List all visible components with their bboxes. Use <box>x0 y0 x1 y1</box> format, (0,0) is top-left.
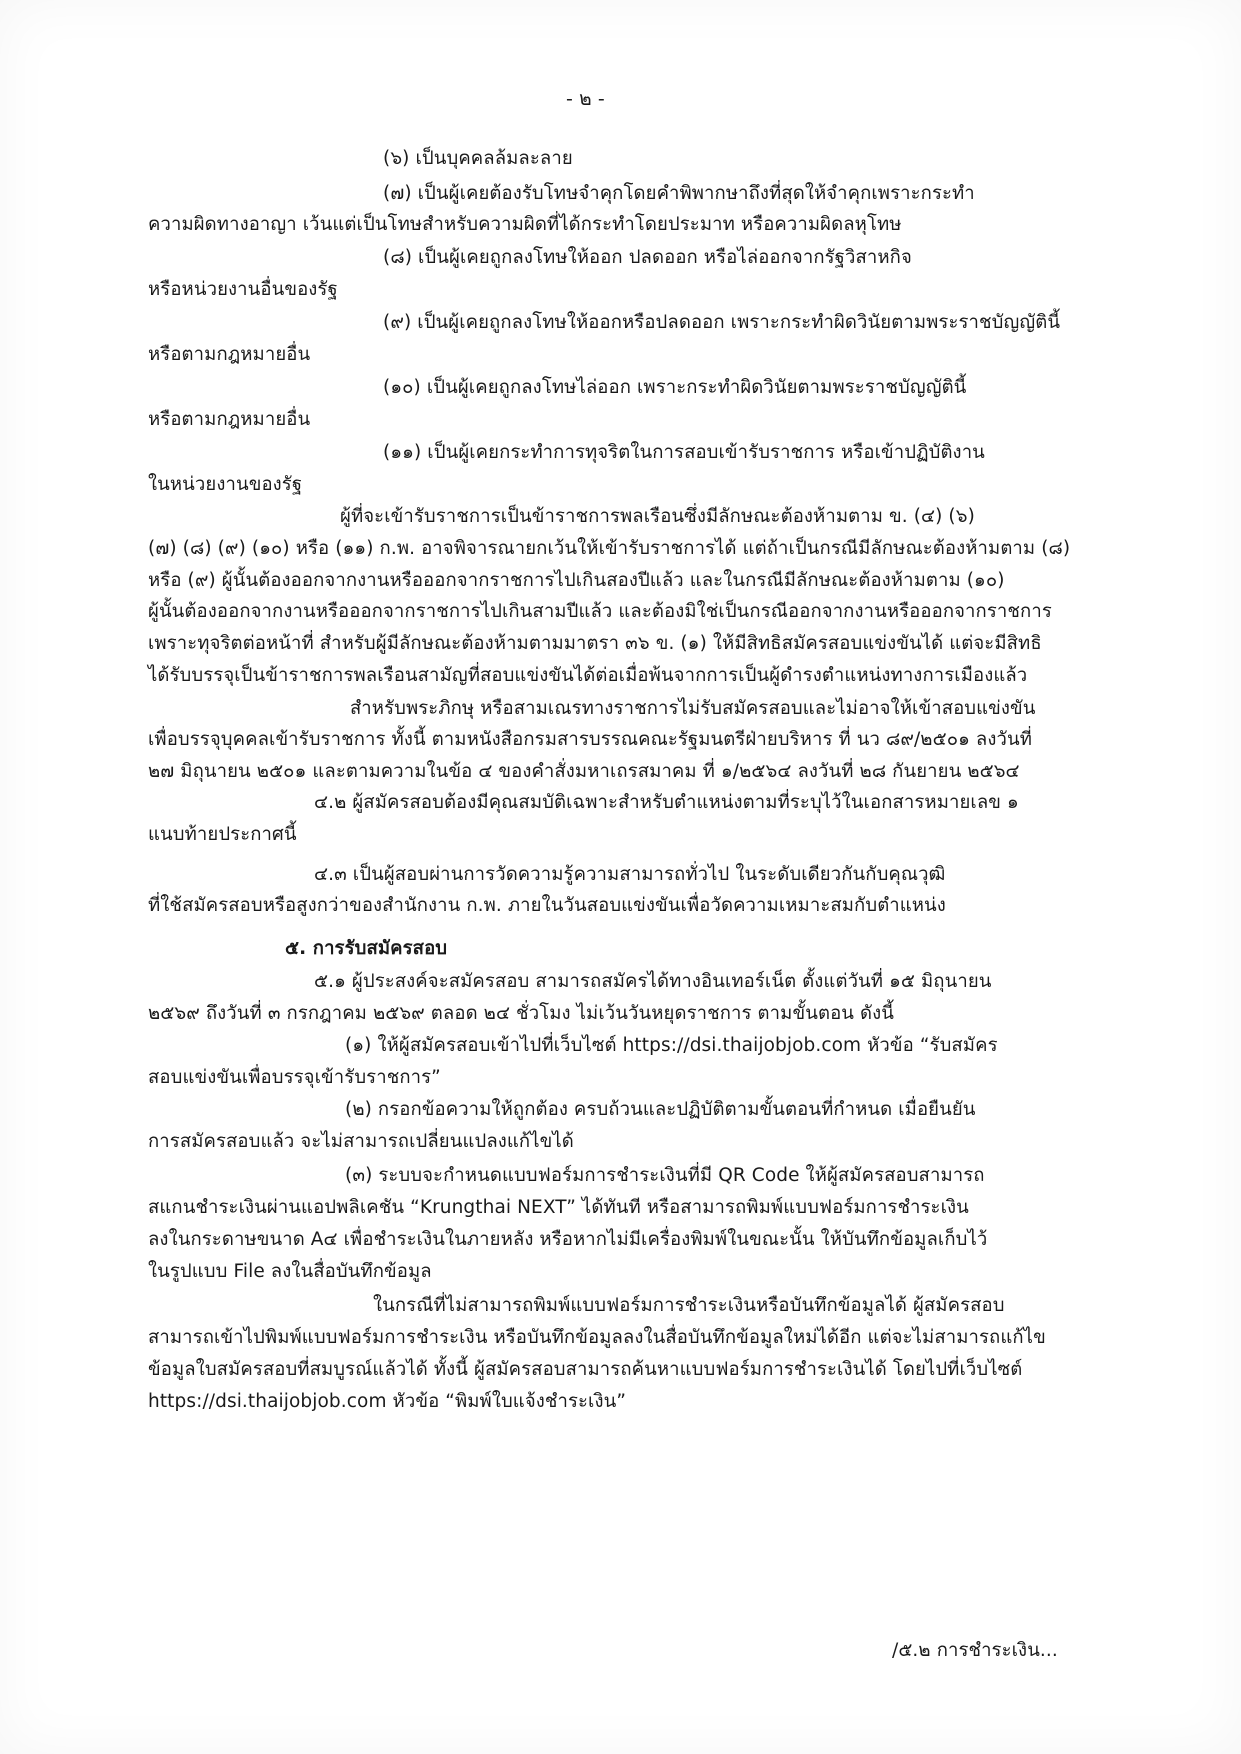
text-line: เพราะทุจริตต่อหน้าที่ สำหรับผู้มีลักษณะต้องห้ามตามมาตรา ๓๖ ข. (๑) ให้มีสิทธิสมัครสอบแข่งขันได้ แต่จะมีสิทธิ <box>148 633 1042 654</box>
text-line: ความผิดทางอาญา เว้นแต่เป็นโทษสำหรับความผิดที่ได้กระทำโดยประมาท หรือความผิดลหุโทษ <box>148 214 902 235</box>
text-line: สแกนชำระเงินผ่านแอปพลิเคชัน “Krungthai NEXT” ได้ทันที หรือสามารถพิมพ์แบบฟอร์มการชำระเงิน <box>148 1197 969 1218</box>
text-line: สำหรับพระภิกษุ หรือสามเณรทางราชการไม่รับสมัครสอบและไม่อาจให้เข้าสอบแข่งขัน <box>350 698 1036 719</box>
text-line: ในรูปแบบ File ลงในสื่อบันทึกข้อมูล <box>148 1261 432 1282</box>
text-line: ในหน่วยงานของรัฐ <box>148 474 303 495</box>
text-line: (๙) เป็นผู้เคยถูกลงโทษให้ออกหรือปลดออก เพราะกระทำผิดวินัยตามพระราชบัญญัตินี้ <box>383 312 1061 333</box>
text-line: ผู้ที่จะเข้ารับราชการเป็นข้าราชการพลเรือนซึ่งมีลักษณะต้องห้ามตาม ข. (๔) (๖) <box>340 506 975 527</box>
text-line: (๓) ระบบจะกำหนดแบบฟอร์มการชำระเงินที่มี QR Code ให้ผู้สมัครสอบสามารถ <box>345 1165 985 1186</box>
text-line: ข้อมูลใบสมัครสอบที่สมบูรณ์แล้วได้ ทั้งนี้ ผู้สมัครสอบสามารถค้นหาแบบฟอร์มการชำระเงินได้ โดยไปที่เว็บไซต์ <box>148 1359 1023 1380</box>
text-line: ได้รับบรรจุเป็นข้าราชการพลเรือนสามัญที่สอบแข่งขันได้ต่อเมื่อพ้นจากการเป็นผู้ดำรงตำแหน่งทางการเมืองแล้ว <box>148 665 1028 686</box>
text-line: (๗) เป็นผู้เคยต้องรับโทษจำคุกโดยคำพิพากษาถึงที่สุดให้จำคุกเพราะกระทำ <box>383 183 975 204</box>
text-line: (๖) เป็นบุคคลล้มละลาย <box>383 148 573 169</box>
text-line: การสมัครสอบแล้ว จะไม่สามารถเปลี่ยนแปลงแก้ไขได้ <box>148 1131 574 1152</box>
text-line: https://dsi.thaijobjob.com หัวข้อ “พิมพ์ใบแจ้งชำระเงิน” <box>148 1391 627 1412</box>
text-line: (๘) เป็นผู้เคยถูกลงโทษให้ออก ปลดออก หรือไล่ออกจากรัฐวิสาหกิจ <box>383 247 912 268</box>
text-line: ๒๗ มิถุนายน ๒๕๐๑ และตามความในข้อ ๔ ของคำสั่งมหาเถรสมาคม ที่ ๑/๒๕๖๔ ลงวันที่ ๒๘ กันยายน ๒๕๖๔ <box>148 761 1020 782</box>
text-line: แนบท้ายประกาศนี้ <box>148 824 297 845</box>
text-line: หรือหน่วยงานอื่นของรัฐ <box>148 279 338 300</box>
text-line: หรือตามกฎหมายอื่น <box>148 344 311 365</box>
text-line: (๒) กรอกข้อความให้ถูกต้อง ครบถ้วนและปฏิบัติตามขั้นตอนที่กำหนด เมื่อยืนยัน <box>345 1099 976 1120</box>
text-line: ที่ใช้สมัครสอบหรือสูงกว่าของสำนักงาน ก.พ. ภายในวันสอบแข่งขันเพื่อวัดความเหมาะสมกับตำแหน่ง <box>148 895 946 916</box>
text-line: หรือตามกฎหมายอื่น <box>148 409 311 430</box>
text-line: ในกรณีที่ไม่สามารถพิมพ์แบบฟอร์มการชำระเงินหรือบันทึกข้อมูลได้ ผู้สมัครสอบ <box>373 1295 1005 1316</box>
text-line: ๔.๒ ผู้สมัครสอบต้องมีคุณสมบัติเฉพาะสำหรับตำแหน่งตามที่ระบุไว้ในเอกสารหมายเลข ๑ <box>314 792 1019 813</box>
text-line: ลงในกระดาษขนาด A๔ เพื่อชำระเงินในภายหลัง หรือหากไม่มีเครื่องพิมพ์ในขณะนั้น ให้บันทึกข้อมูลเก็บไว้ <box>148 1229 988 1250</box>
text-line: (๑๑) เป็นผู้เคยกระทำการทุจริตในการสอบเข้ารับราชการ หรือเข้าปฏิบัติงาน <box>383 442 985 463</box>
section-heading: ๕. การรับสมัครสอบ <box>285 938 448 959</box>
page-number: - ๒ - <box>566 88 605 110</box>
text-line: สามารถเข้าไปพิมพ์แบบฟอร์มการชำระเงิน หรือบันทึกข้อมูลลงในสื่อบันทึกข้อมูลใหม่ได้อีก แต่จะไม่สามารถแก้ไข <box>148 1327 1046 1348</box>
continuation-note: /๕.๒ การชำระเงิน... <box>892 1640 1058 1661</box>
text-line: (๑๐) เป็นผู้เคยถูกลงโทษไล่ออก เพราะกระทำผิดวินัยตามพระราชบัญญัตินี้ <box>383 377 967 398</box>
text-line: เพื่อบรรจุบุคคลเข้ารับราชการ ทั้งนี้ ตามหนังสือกรมสารบรรณคณะรัฐมนตรีฝ่ายบริหาร ที่ นว ๘๙/๒๕๐๑ ลงวันที่ <box>148 729 1033 750</box>
text-line: ๕.๑ ผู้ประสงค์จะสมัครสอบ สามารถสมัครได้ทางอินเทอร์เน็ต ตั้งแต่วันที่ ๑๕ มิถุนายน <box>314 971 992 992</box>
text-line: ๔.๓ เป็นผู้สอบผ่านการวัดความรู้ความสามารถทั่วไป ในระดับเดียวกันกับคุณวุฒิ <box>314 864 946 885</box>
text-line: สอบแข่งขันเพื่อบรรจุเข้ารับราชการ” <box>148 1067 441 1088</box>
text-line: (๗) (๘) (๙) (๑๐) หรือ (๑๑) ก.พ. อาจพิจารณายกเว้นให้เข้ารับราชการได้ แต่ถ้าเป็นกรณีมีลักษณะต้องห้ามตาม (๘) <box>148 538 1071 559</box>
text-line: หรือ (๙) ผู้นั้นต้องออกจากงานหรือออกจากราชการไปเกินสองปีแล้ว และในกรณีมีลักษณะต้องห้ามตาม (๑๐) <box>148 570 1005 591</box>
text-line: ผู้นั้นต้องออกจากงานหรือออกจากราชการไปเกินสามปีแล้ว และต้องมิใช่เป็นกรณีออกจากงานหรือออกจากราชการ <box>148 601 1052 622</box>
text-line: ๒๕๖๙ ถึงวันที่ ๓ กรกฎาคม ๒๕๖๙ ตลอด ๒๔ ชั่วโมง ไม่เว้นวันหยุดราชการ ตามขั้นตอน ดังนี้ <box>148 1003 894 1024</box>
text-line: (๑) ให้ผู้สมัครสอบเข้าไปที่เว็บไซต์ https://dsi.thaijobjob.com หัวข้อ “รับสมัคร <box>345 1035 998 1056</box>
